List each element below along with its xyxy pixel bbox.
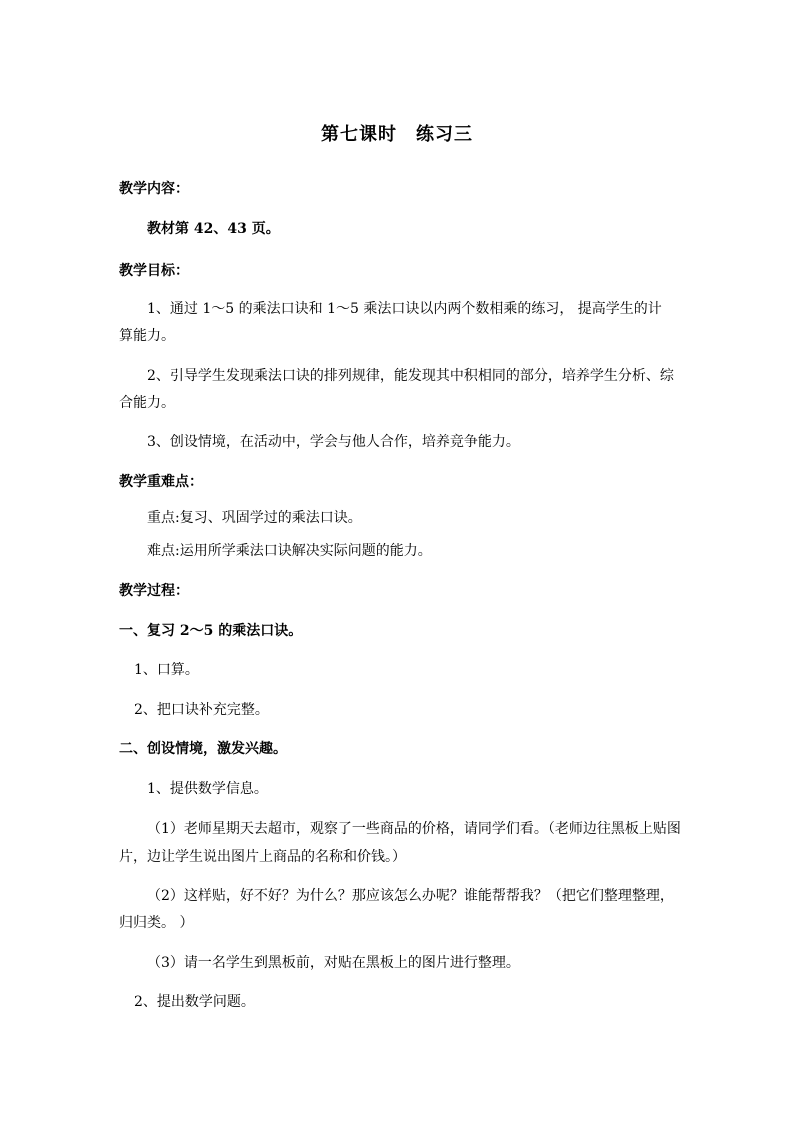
part-1-item-2: 2、把口诀补充完整。 <box>134 702 269 718</box>
step-1-line-2: 片，边让学生说出图片上商品的名称和价钱。） <box>119 849 406 865</box>
goal-2-line-1: 2、引导学生发现乘法口诀的排列规律，能发现其中积相同的部分，培养学生分析、综 <box>147 368 674 384</box>
goal-2-line-2: 合能力。 <box>119 395 175 411</box>
section-heading-key-points: 教学重难点： <box>119 474 203 490</box>
part-2-heading: 二、创设情境，激发兴趣。 <box>119 741 287 757</box>
key-point: 重点:复习、巩固学过的乘法口诀。 <box>147 510 362 526</box>
goal-1-line-2: 算能力。 <box>119 328 175 344</box>
goal-3: 3、创设情境，在活动中，学会与他人合作，培养竞争能力。 <box>147 434 520 450</box>
page-title: 第七课时 练习三 <box>321 124 473 145</box>
goal-1-line-1: 1、通过 1～5 的乘法口诀和 1～5 乘法口诀以内两个数相乘的练习， 提高学生的计 <box>147 301 662 317</box>
part-1-heading: 一、复习 2～5 的乘法口诀。 <box>119 623 303 639</box>
textbook-pages: 教材第 42、43 页。 <box>147 221 280 237</box>
section-heading-goals: 教学目标： <box>119 263 189 279</box>
part-2-item-2: 2、提出数学问题。 <box>134 994 255 1010</box>
section-heading-process: 教学过程： <box>119 583 189 599</box>
difficult-point: 难点:运用所学乘法口诀解决实际问题的能力。 <box>147 543 432 559</box>
section-heading-content: 教学内容： <box>119 181 189 197</box>
part-1-item-1: 1、口算。 <box>134 662 199 678</box>
step-1-line-1: （1）老师星期天去超市，观察了一些商品的价格，请同学们看。（老师边往黑板上贴图 <box>147 821 681 837</box>
step-2-line-1: （2）这样贴，好不好？为什么？那应该怎么办呢？谁能帮帮我？（把它们整理整理， <box>147 888 674 904</box>
part-2-item-1: 1、提供数学信息。 <box>147 781 268 797</box>
step-3: （3）请一名学生到黑板前，对贴在黑板上的图片进行整理。 <box>147 955 520 971</box>
step-2-line-2: 归归类。 ） <box>119 915 194 931</box>
